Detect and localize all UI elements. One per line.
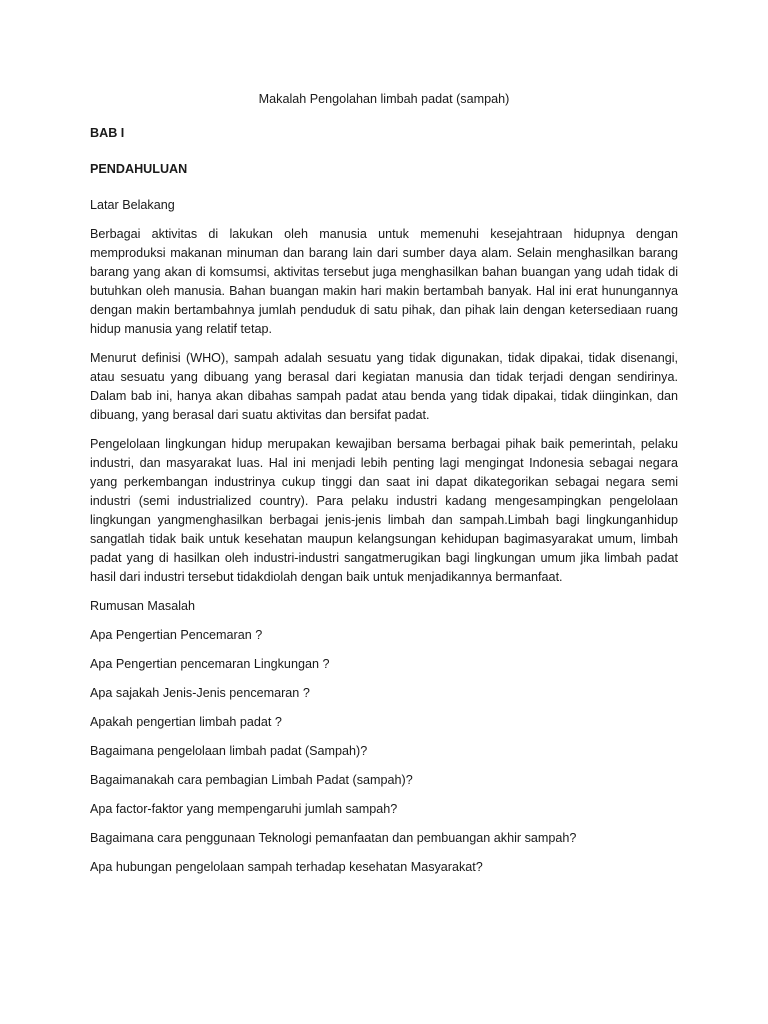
paragraph: Berbagai aktivitas di lakukan oleh manusia untuk memenuhi kesejahtraan hidupnya dengan memproduksi makanan minuman dan barang lain dari sumber daya alam. Selain menghasilkan barang barang yang akan di komsumsi, aktivitas tersebut juga menghasilkan bahan buangan yang udah tidak di butuhkan oleh manusia. Bahan buangan makin hari makin bertambah banyak. Hal ini erat hunungannya dengan makin bertambahnya jumlah penduduk di satu pihak, dan pihak lain dengan ketersediaan ruang hidup manusia yang relatif tetap. [90,227,678,336]
section-heading-problem: Rumusan Masalah [90,599,195,613]
question-item: Apa factor-faktor yang mempengaruhi jumlah sampah? [90,802,398,816]
paragraph: Pengelolaan lingkungan hidup merupakan kewajiban bersama berbagai pihak baik pemerintah, pelaku industri, dan masyarakat luas. Hal ini menjadi lebih penting lagi mengingat Indonesia sebagai negara yang perkembangan industrinya cukup tinggi dan saat ini dapat dikategorikan sebagai negara semi industri (semi industrialized country). Para pelaku industri kadang mengesampingkan pengelolaan lingkungan yangmenghasilkan berbagai jenis-jenis limbah dan sampah.Limbah bagi lingkunganhidup sangatlah tidak baik untuk kesehatan maupun kelangsungan kehidupan bagimasyarakat umum, limbah padat yang di hasilkan oleh industri-industri sangatmerugikan bagi lingkungan umum jika limbah padat hasil dari industri tersebut tidakdiolah dengan baik untuk menjadikannya bermanfaat. [90,437,678,584]
question-item: Apa hubungan pengelolaan sampah terhadap kesehatan Masyarakat? [90,860,483,874]
chapter-title: PENDAHULUAN [90,162,188,176]
question-list [90,626,678,876]
document-title: Makalah Pengolahan limbah padat (sampah) [258,92,510,106]
section-heading-background: Latar Belakang [90,198,175,212]
question-item: Apa sajakah Jenis-Jenis pencemaran ? [90,686,310,700]
question-item: Bagaimana cara penggunaan Teknologi pemanfaatan dan pembuangan akhir sampah? [90,831,577,845]
question-item: Apa Pengertian pencemaran Lingkungan ? [90,657,330,671]
question-item: Apakah pengertian limbah padat ? [90,715,282,729]
question-item: Apa Pengertian Pencemaran ? [90,628,263,642]
document-body [90,90,678,887]
question-item: Bagaimana pengelolaan limbah padat (Sampah)? [90,744,368,758]
chapter-number: BAB I [90,126,125,140]
question-item: Bagaimanakah cara pembagian Limbah Padat (sampah)? [90,773,413,787]
paragraph: Menurut definisi (WHO), sampah adalah sesuatu yang tidak digunakan, tidak dipakai, tidak disenangi, atau sesuatu yang dibuang yang berasal dari kegiatan manusia dan tidak terjadi dengan sendirinya. Dalam bab ini, hanya akan dibahas sampah padat atau benda yang tidak dipakai, tidak diinginkan, dan dibuang, yang berasal dari suatu aktivitas dan bersifat padat. [90,351,678,422]
